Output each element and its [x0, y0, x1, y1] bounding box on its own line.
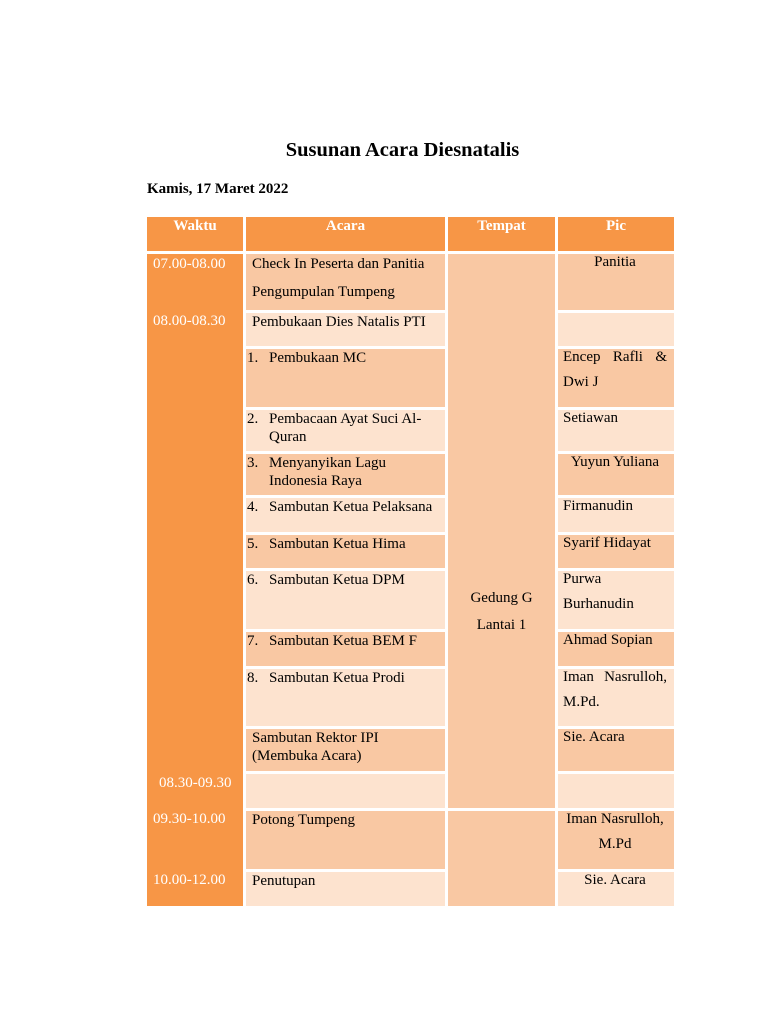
waktu-column	[147, 254, 243, 906]
pic-text: Setiawan	[563, 410, 618, 426]
pic-text: Panitia	[594, 254, 636, 270]
acara-text: Sambutan Ketua Pelaksana	[269, 499, 433, 515]
pic-text: Sie. Acara	[584, 872, 646, 888]
time-slot: 07.00-08.00	[153, 256, 226, 272]
pic-cell	[558, 669, 674, 726]
pic-text: Iman Nasrulloh, M.Pd.	[563, 669, 667, 710]
tempat-cell-empty	[448, 811, 555, 906]
pic-cell-empty	[558, 774, 674, 808]
acara-cell	[246, 669, 445, 726]
pic-text: Yuyun Yuliana	[570, 454, 660, 470]
pic-cell	[558, 254, 674, 310]
tempat-cell	[448, 254, 555, 808]
pic-cell	[558, 872, 674, 906]
list-number: 8.	[247, 670, 259, 686]
acara-text: Sambutan Ketua DPM	[269, 572, 405, 588]
acara-cell	[246, 349, 445, 407]
acara-cell	[246, 632, 445, 666]
list-number: 7.	[247, 633, 259, 649]
pic-cell	[558, 729, 674, 771]
acara-text: Pembukaan MC	[269, 350, 367, 366]
pic-cell	[558, 571, 674, 629]
time-slot: 08.00-08.30	[153, 313, 226, 329]
acara-cell	[246, 410, 445, 451]
pic-cell	[558, 535, 674, 568]
acara-text: Menyanyikan Lagu Indonesia Raya	[269, 455, 387, 489]
list-number: 4.	[247, 499, 259, 515]
pic-text: Firmanudin	[563, 498, 633, 514]
acara-text: Sambutan Ketua Prodi	[269, 670, 405, 686]
acara-text: Potong Tumpeng	[252, 812, 355, 828]
pic-cell	[558, 313, 674, 346]
header-tempat: Tempat	[448, 217, 555, 251]
acara-cell	[246, 535, 445, 568]
acara-text: Sambutan Ketua Hima	[269, 536, 406, 552]
pic-text: Iman Nasrulloh, M.Pd	[566, 811, 664, 852]
acara-cell	[246, 811, 445, 869]
pic-cell	[558, 454, 674, 495]
pic-text: Purwa Burhanudin	[563, 571, 634, 612]
acara-text: Check In Peserta dan Panitia	[252, 256, 425, 272]
acara-text: Pembacaan Ayat Suci Al-Quran	[269, 411, 422, 445]
pic-cell	[558, 811, 674, 869]
acara-text: Penutupan	[252, 873, 316, 889]
tempat-line: Lantai 1	[476, 617, 527, 633]
pic-cell	[558, 632, 674, 666]
time-slot: 09.30-10.00	[153, 811, 226, 827]
header-acara: Acara	[246, 217, 445, 251]
header-waktu: Waktu	[147, 217, 243, 251]
pic-cell	[558, 349, 674, 407]
acara-text: Pembukaan Dies Natalis PTI	[252, 314, 426, 330]
acara-cell	[246, 254, 445, 310]
page-title: Susunan Acara Diesnatalis	[285, 139, 520, 161]
acara-cell	[246, 454, 445, 495]
pic-cell	[558, 410, 674, 451]
list-number: 1.	[247, 350, 259, 366]
acara-cell	[246, 498, 445, 532]
tempat-label	[448, 254, 555, 639]
pic-text: Syarif Hidayat	[563, 535, 651, 551]
acara-cell	[246, 313, 445, 346]
acara-cell-empty	[246, 774, 445, 808]
list-number: 3.	[247, 455, 259, 471]
header-pic: Pic	[558, 217, 674, 251]
list-number: 2.	[247, 411, 259, 427]
list-number: 6.	[247, 572, 259, 588]
pic-text: Ahmad Sopian	[563, 632, 653, 648]
acara-cell	[246, 872, 445, 906]
pic-text: Sie. Acara	[563, 729, 625, 745]
list-number: 5.	[247, 536, 259, 552]
acara-text: Pengumpulan Tumpeng	[252, 284, 395, 300]
pic-cell	[558, 498, 674, 532]
acara-cell	[246, 729, 445, 771]
tempat-line: Gedung G	[470, 590, 533, 606]
event-date: Kamis, 17 Maret 2022	[147, 181, 289, 197]
time-slot: 08.30-09.30	[159, 775, 232, 791]
acara-text: Sambutan Rektor IPI (Membuka Acara)	[252, 730, 379, 764]
acara-cell	[246, 571, 445, 629]
time-slot: 10.00-12.00	[153, 872, 226, 888]
pic-text: Encep Rafli & Dwi J	[563, 349, 667, 390]
acara-text: Sambutan Ketua BEM F	[269, 633, 417, 649]
